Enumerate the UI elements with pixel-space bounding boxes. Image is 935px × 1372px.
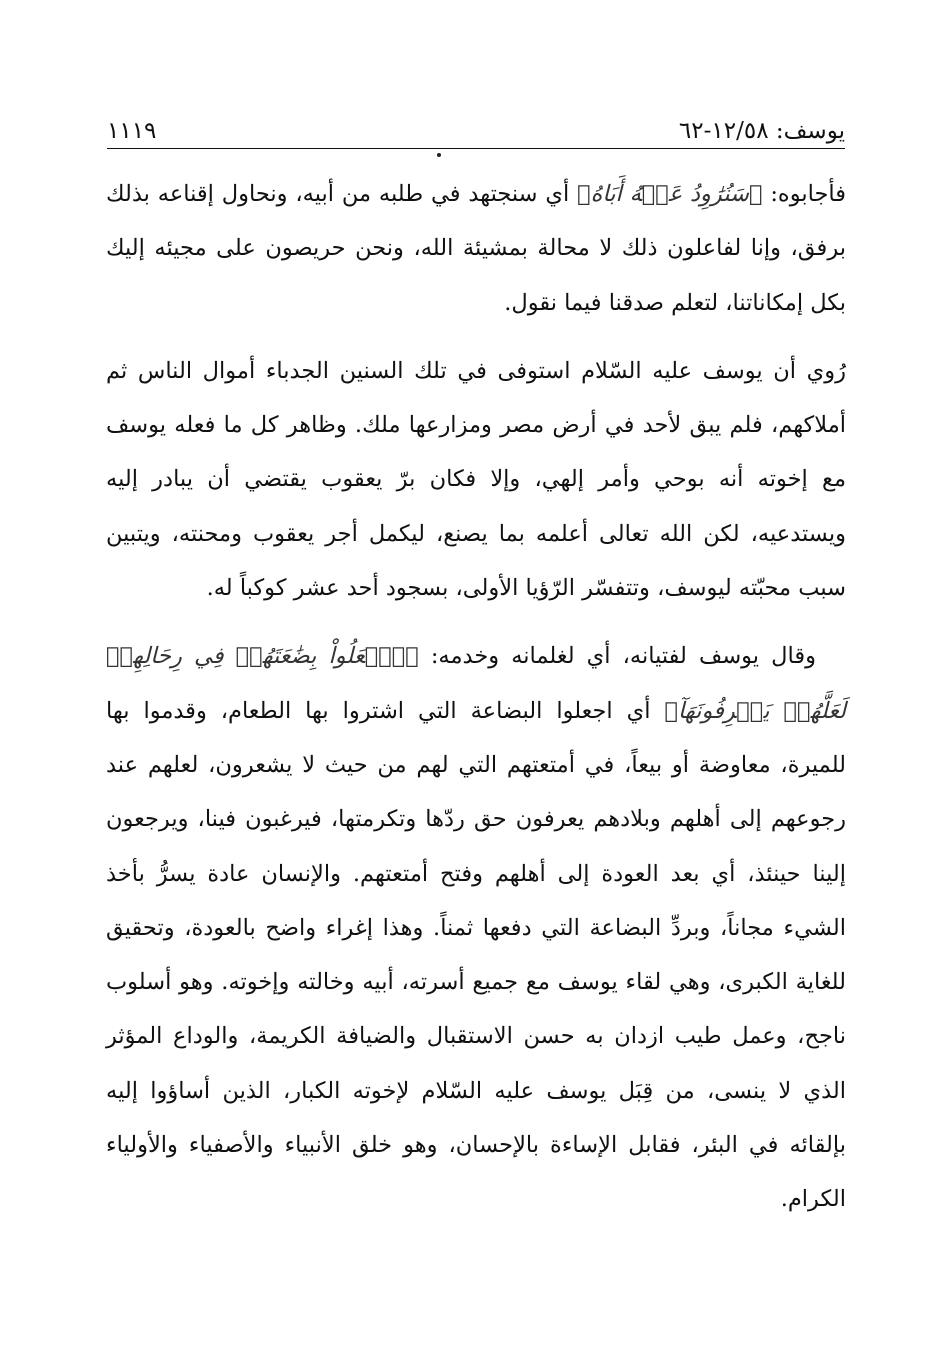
paragraph-3 [106,629,846,1226]
paragraph-2 [106,344,846,615]
page-number: ١١١٩ [107,118,157,144]
running-header [107,110,845,146]
chapter-reference: يوسف: ١٢/٥٨-٦٢ [678,118,845,144]
paragraph-1 [106,167,846,330]
paragraph-text: رُوي أن يوسف عليه السّلام استوفى في تلك السنين الجدباء أموال الناس ثم أملاكهم، فلم يبق لأحد في أرض مصر ومزارعها ملك. وظاهر كل ما فعله يوسف مع إخوته أنه بوحي وأمر إلهي، وإلا فكان برّ يعقوب يقتضي أن يبادر إليه ويستدعيه، لكن الله تعالى أعلمه بما يصنع، ليكمل أجر يعقوب ومحنته، ويتبين سبب محبّته ليوسف، وتتفسّر الرّؤيا الأولى، بسجود أحد عشر كوكباً له. [106,357,846,602]
paragraph-text: أي سنجتهد في طلبه من أبيه، ونحاول إقناعه بذلك برفق، وإنا لفاعلون ذلك لا محالة بمشيئة الله، ونحن حريصون على مجيئه إليك بكل إمكاناتنا، لتعلم صدقنا فيما نقول. [106,181,846,316]
header-rule [107,148,845,149]
quran-quote: ﴿ٱجۡعَلُواْ بِضَٰعَتَهُمۡ فِي رِحَالِهِمۡ لَعَلَّهُمۡ يَعۡرِفُونَهَآ﴾ [106,643,846,724]
quran-quote: ﴿سَنُرَٰوِدُ عَنۡهُ أَبَاهُ﴾ [577,181,763,207]
header-ornament-dot [437,153,441,157]
paragraph-text: وقال يوسف لفتيانه، أي لغلمانه وخدمه: [418,643,816,670]
body-text [106,167,846,1241]
paragraph-text: أي اجعلوا البضاعة التي اشتروا بها الطعام، وقدموا بها للميرة، معاوضة أو بيعاً، في أمتعتهم التي لهم من حيث لا يشعرون، لعلهم عند رجوعهم إلى أهلهم وبلادهم يعرفون حق ردّها وتكرمتها، فيرغبون فينا، ويرجعون إلينا حينئذ، أي بعد العودة إلى أهلهم وفتح أمتعتهم. والإنسان عادة يسرُّ بأخذ الشيء مجاناً، وبردِّ البضاعة التي دفعها ثمناً. وهذا إغراء واضح بالعودة، وتحقيق للغاية الكبرى، وهي لقاء يوسف مع جميع أسرته، أبيه وخالته وإخوته. وهو أسلوب ناجح، وعمل طيب ازدان به حسن الاستقبال والضيافة الكريمة، والوداع المؤثر الذي لا ينسى، من قِبَل يوسف عليه السّلام لإخوته الكبار، الذين أساؤوا إليه بإلقائه في البئر، فقابل الإساءة بالإحسان، وهو خلق الأنبياء والأصفياء والأولياء الكرام. [106,697,846,1213]
paragraph-text: فأجابوه: [762,181,846,207]
